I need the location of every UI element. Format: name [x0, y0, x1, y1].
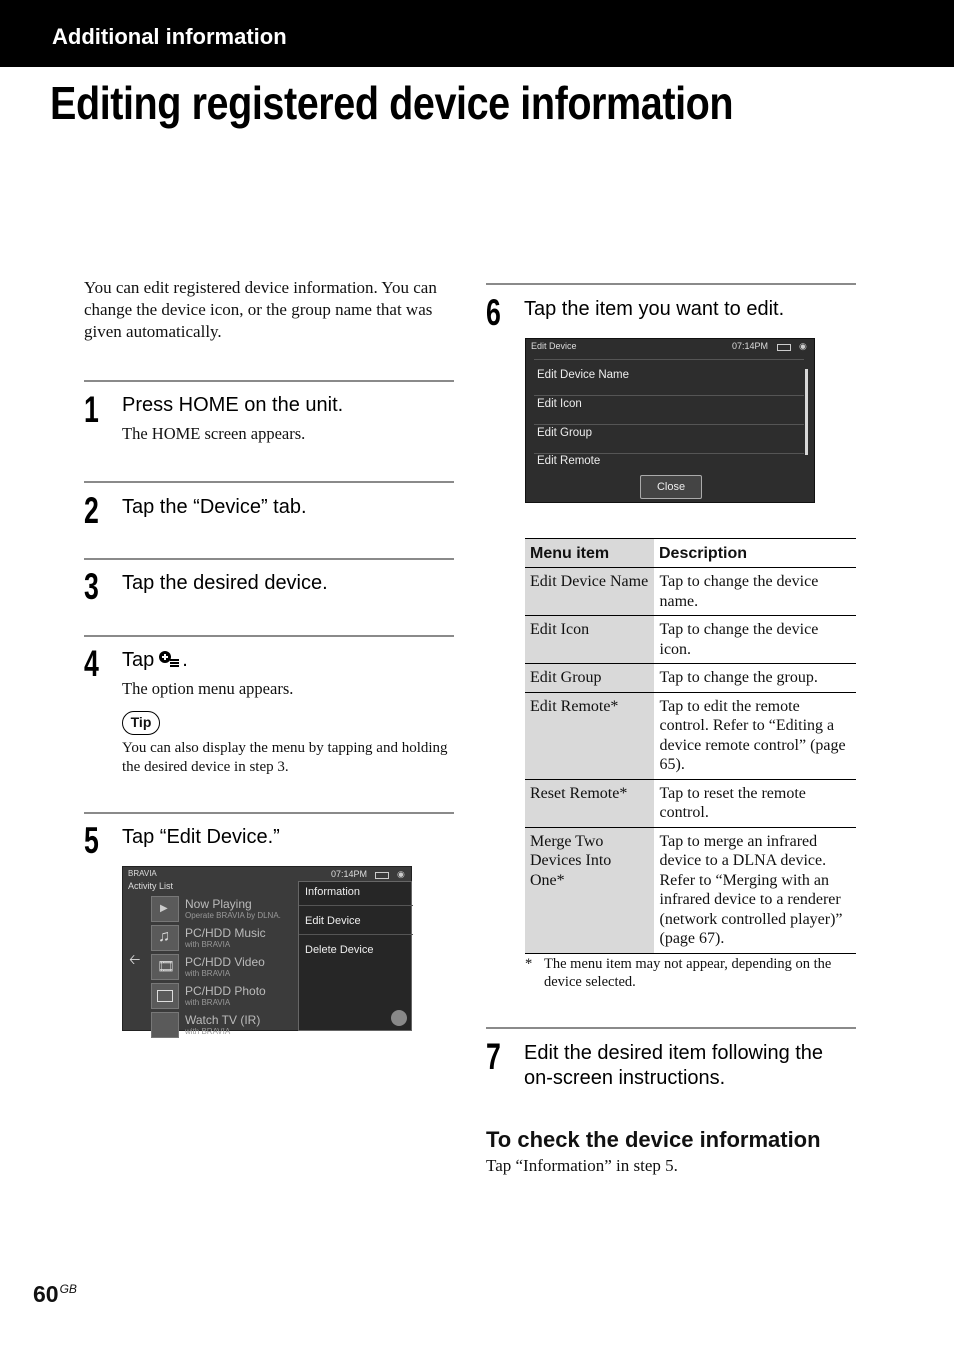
step-1-sub: The HOME screen appears. [122, 424, 306, 443]
table-header-row [525, 539, 856, 568]
wifi-icon: ◉ [799, 341, 807, 351]
tv-icon [151, 1012, 179, 1038]
step-divider [486, 283, 856, 285]
list-item[interactable] [151, 982, 299, 1010]
list-item-sub: with BRAVIA [185, 1027, 231, 1036]
screen-title: Activity List [128, 881, 174, 891]
option-menu [298, 881, 412, 1031]
table-header-description: Description [654, 539, 856, 568]
photo-icon [151, 983, 179, 1009]
list-item[interactable] [151, 953, 299, 981]
page-title: Editing registered device information [50, 77, 734, 129]
step-4-number: 4 [84, 643, 99, 684]
table-cell-desc: Tap to reset the remote control. [654, 779, 856, 827]
menu-divider [534, 453, 804, 454]
screen-time: 07:14PM [331, 869, 368, 879]
table-cell-item: Merge Two Devices Into One* [525, 827, 654, 953]
step-2-number: 2 [84, 490, 99, 531]
menu-divider [534, 395, 804, 396]
table-cell-item: Edit Device Name [525, 568, 654, 616]
menu-divider [299, 905, 413, 906]
step-6-text: Tap the item you want to edit. [524, 298, 785, 320]
table-cell-desc: Tap to merge an infrared device to a DLNA device. Refer to “Merging with an infrared device to a renderer (network controlled player)” (page 67). [654, 827, 856, 953]
edit-device-name-item[interactable]: Edit Device Name [537, 369, 630, 381]
step-7-text: Edit the desired item following the on-screen instructions. [524, 1042, 824, 1089]
step-3-text: Tap the desired device. [122, 572, 328, 594]
table-cell-desc: Tap to change the group. [654, 664, 856, 693]
edit-icon-item[interactable]: Edit Icon [537, 398, 582, 410]
edit-remote-item[interactable]: Edit Remote [537, 455, 601, 467]
battery-icon [375, 872, 389, 879]
step-7-number: 7 [486, 1036, 501, 1077]
step-divider [84, 481, 454, 483]
now-playing-icon: ▶ [151, 896, 179, 922]
list-item[interactable] [151, 1011, 299, 1039]
tip-badge: Tip [122, 711, 160, 735]
step-divider [486, 1027, 856, 1029]
table-row [525, 616, 856, 664]
list-item-sub: Operate BRAVIA by DLNA. [185, 911, 281, 920]
step-4-sub: The option menu appears. [122, 679, 294, 698]
section-header-bar [0, 0, 954, 67]
table-row [525, 692, 856, 779]
list-item-title: PC/HDD Photo [185, 984, 266, 998]
list-item-title: Now Playing [185, 897, 252, 911]
back-arrow-icon[interactable]: 🡠 [129, 951, 141, 967]
table-row [525, 568, 856, 616]
music-note-icon: ♫ [151, 925, 179, 951]
film-icon: 🎞 [151, 954, 179, 980]
step-4-text [122, 648, 188, 675]
table-cell-item: Edit Group [525, 664, 654, 693]
footnote-text: The menu item may not appear, depending on the device selected. [544, 956, 832, 990]
check-info-heading: To check the device information [486, 1127, 821, 1152]
menu-item-information[interactable]: Information [305, 886, 361, 898]
list-item[interactable] [151, 924, 299, 952]
page-number-value: 60 [33, 1281, 59, 1307]
step-4-text-before: Tap [122, 649, 155, 671]
list-item-sub: with BRAVIA [185, 940, 231, 949]
page-number [33, 1281, 77, 1308]
step-1-number: 1 [84, 389, 99, 430]
wifi-icon: ◉ [397, 869, 405, 879]
table-cell-item: Reset Remote* [525, 779, 654, 827]
table-cell-item: Edit Remote* [525, 692, 654, 779]
close-button[interactable]: Close [640, 475, 702, 499]
option-menu-icon [158, 650, 180, 675]
edit-device-screenshot [525, 338, 815, 503]
list-item-title: Watch TV (IR) [185, 1013, 261, 1027]
menu-divider [534, 359, 804, 360]
step-divider [84, 635, 454, 637]
page-region: GB [59, 1282, 77, 1296]
list-item-sub: with BRAVIA [185, 969, 231, 978]
menu-divider [534, 424, 804, 425]
step-6-number: 6 [486, 292, 501, 333]
step-5-number: 5 [84, 820, 99, 861]
menu-item-delete-device[interactable]: Delete Device [305, 944, 374, 956]
list-item-title: PC/HDD Video [185, 955, 265, 969]
screen-time: 07:14PM [732, 341, 769, 351]
table-footnote [525, 955, 857, 991]
screen-brand: BRAVIA [128, 869, 157, 878]
step-divider [84, 380, 454, 382]
table-header-menu-item: Menu item [525, 539, 654, 568]
step-4-text-after: . [182, 649, 188, 671]
screen-title: Edit Device [531, 341, 577, 351]
intro-paragraph: You can edit registered device information. You can change the device icon, or the group name that was given automatically. [84, 278, 437, 341]
table-row [525, 779, 856, 827]
table-row [525, 827, 856, 953]
footnote-mark: * [525, 956, 533, 972]
check-info-body: Tap “Information” in step 5. [486, 1156, 678, 1175]
step-3-number: 3 [84, 566, 99, 607]
step-1-text: Press HOME on the unit. [122, 394, 344, 416]
menu-divider [299, 934, 413, 935]
menu-item-edit-device[interactable]: Edit Device [305, 915, 361, 927]
list-item-title: PC/HDD Music [185, 926, 266, 940]
step-5-text: Tap “Edit Device.” [122, 826, 280, 848]
table-row [525, 664, 856, 693]
table-cell-desc: Tap to change the device name. [654, 568, 856, 616]
list-item[interactable] [151, 895, 299, 923]
step-divider [84, 812, 454, 814]
option-menu-icon[interactable] [391, 1010, 407, 1026]
list-item-sub: with BRAVIA [185, 998, 231, 1007]
scrollbar[interactable] [805, 369, 808, 455]
table-cell-item: Edit Icon [525, 616, 654, 664]
activity-list-screenshot [122, 866, 412, 1036]
step-2-text: Tap the “Device” tab. [122, 496, 307, 518]
menu-item-table [525, 538, 856, 954]
tip-text: You can also display the menu by tapping and holding the desired device in step 3. [122, 740, 448, 775]
edit-group-item[interactable]: Edit Group [537, 427, 592, 439]
table-cell-desc: Tap to edit the remote control. Refer to “Editing a device remote control” (page 65). [654, 692, 856, 779]
battery-icon [777, 344, 791, 351]
table-cell-desc: Tap to change the device icon. [654, 616, 856, 664]
step-divider [84, 558, 454, 560]
section-label: Additional information [52, 24, 287, 49]
